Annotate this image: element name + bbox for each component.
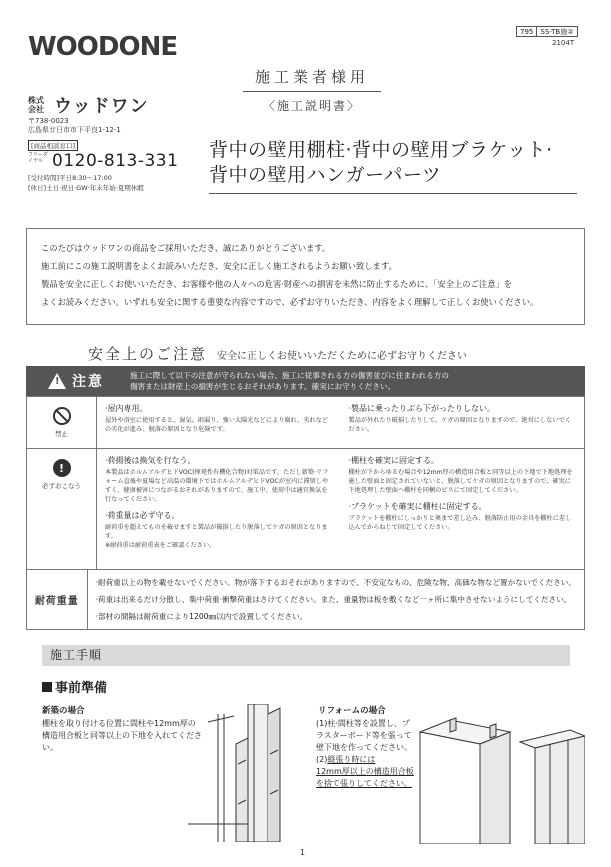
free-dial-icon: フリーダイヤル	[28, 152, 48, 164]
company-name	[28, 92, 149, 118]
document-code	[516, 26, 578, 37]
square-bullet-icon	[42, 682, 52, 692]
phone-number: 0120-813-331	[52, 151, 179, 171]
safety-table	[26, 396, 585, 630]
manual-label: 〈施工説明書〉	[262, 99, 361, 113]
business-hours: [受付時間]平日8:30～17:00 [休日]土日·祝日·GW·年末年始·夏期休暇	[28, 174, 144, 192]
exclamation-icon: !	[53, 459, 71, 477]
intro-box: このたびはウッドワンの商品をご採用いただき、誠にありがとうございます。 施工前にこの施工説明書をよくお読みいただき、安全に正しく施工されるようお願い致します。 製品を安全に正しくお使いいただき、お客様や他の人々への危害·財産への損害を未然に防止するために、「安全上のご注意」を よくお読みください。いずれも安全に関する重要な内容ですので、必ずお守りいただき、内容をよく理解して正しくお使いください。	[26, 228, 585, 325]
must-row: ! 必ずおこなう ·荷揚後は換気を行なう。 本製品はホルムアルデヒドVOC(揮発性有機化合物)対策品です。ただし新築·リフォーム直後や夏場など高温の環境下ではホルムアルデヒドVOCが室内に滞留しやすく、健康被害につながるおそれがありますので、施工中、使用中は適宜換気を行なってください。 ·荷重量は必ず守る。 耐荷重を超えてものを載せますと製品が破損したり脱落してケガの原因となります。 ※耐荷重は耐荷重表をご確認ください。 ·棚柱を確実に固定する。 棚柱が下からゆるむ場合や12mm厚の構造用合板と同等以上の下地で下地処理を施した壁面と固定されていないと、脱落してケガの原因となりますので、確実に下地処理した壁面へ棚柱を同梱のビスにて固定してください。 ·ブラケットを確実に棚柱に固定する。 ブラケットを棚柱にしっかりと奥まで差し込み、脱落防止用の金具を棚柱に差し込んでからねじで固定してください。	[27, 448, 584, 569]
procedure-heading: 施工手順	[42, 645, 570, 666]
list-item: ·耐荷重以上の物を載せないでください。物が落下するおそれがありますので、不安定なもの、危険な物、高価な物など置かないでください。	[95, 578, 576, 587]
caution-bar	[26, 366, 585, 396]
load-row	[27, 569, 584, 629]
revision-code: 2104T	[552, 39, 575, 47]
caution-label: ! 注意	[26, 371, 126, 391]
page-number: 1	[300, 848, 306, 857]
title-divider	[209, 193, 577, 194]
woodone-logo: WOODONE	[28, 32, 178, 62]
new-construction-illustration	[188, 704, 306, 842]
company-prefix: 株式 会社	[28, 96, 44, 114]
list-item: ·屋内専用。 屋外や浴室に使用すると、湿気、雨漏り、強い太陽光などにより腐れ、劣れなどの劣化が進み、脱落の原因となり危険です。	[105, 404, 329, 433]
warning-triangle-icon	[48, 373, 66, 389]
safety-heading: 安全上のご注意 安全に正しくお使いいただくために必ずお守りください	[88, 345, 468, 363]
for-installer-label: 施工業者様用	[243, 66, 381, 92]
company-address: 〒738-0023 広島県廿日市市下平良1-12-1	[28, 117, 121, 134]
load-label: 耐荷重量	[27, 570, 88, 629]
reform-heading: リフォームの場合	[318, 706, 386, 716]
consultation-window-label: [商品相談窓口]	[28, 140, 78, 151]
prohibit-row: 禁止 ·屋内専用。 屋外や浴室に使用すると、湿気、雨漏り、強い太陽光などにより腐れ、劣れなどの劣化が進み、脱落の原因となり危険です。 ·製品に乗ったりぶら下がったりしない。 製品が外れたり破損したりして、ケガの原因となりますので、絶対にしないでください。	[27, 396, 584, 448]
caution-text: 施工に際して以下の注意が守られない場合、施工に従事される方の傷害並びに住まわれる方の 傷害または財産上の損害が生じるおそれがあります。確実にお守りください。	[130, 371, 449, 391]
company-name-text: ウッドワン	[54, 96, 149, 117]
reform-text: (1)柱·間柱等を設置し、プラスターボード等を張って壁下地を作ってください。 (2)縦張り時には 12mm厚以上の構造用合板を捨て張りしてください。	[316, 719, 414, 788]
list-item: ·棚柱を確実に固定する。 棚柱が下からゆるむ場合や12mm厚の構造用合板と同等以上の下地で下地処理を施した壁面と固定されていないと、脱落してケガの原因となりますので、確実に下地処理した壁面へ棚柱を同梱のビスにて固定してください。	[348, 456, 573, 494]
new-construction-text: 棚柱を取り付ける位置に間柱や12mm厚の構造用合板と同等以上の下地を入れてください。	[42, 719, 202, 752]
new-construction-heading: 新築の場合	[42, 706, 85, 716]
document-title: 背中の壁用棚柱·背中の壁用ブラケット· 背中の壁用ハンガーパーツ	[209, 139, 553, 186]
list-item: ·製品に乗ったりぶら下がったりしない。 製品が外れたり破損したりして、ケガの原因となりますので、絶対にしないでください。	[348, 404, 571, 433]
code-series: SS-TB施②	[537, 26, 577, 37]
code-number: 795	[516, 26, 537, 37]
reform-illustration	[410, 712, 585, 844]
preparation-heading: 事前準備	[42, 677, 107, 696]
list-item: ·荷揚後は換気を行なう。 本製品はホルムアルデヒドVOC(揮発性有機化合物)対策品です。ただし新築·リフォーム直後や夏場など高温の環境下ではホルムアルデヒドVOCが室内に滞留しやすく、健康被害につながるおそれがありますので、施工中、使用中は適宜換気を行なってください。	[105, 456, 329, 503]
list-item: ·荷重量は必ず守る。 耐荷重を超えてものを載せますと製品が破損したり脱落してケガの原因となります。 ※耐荷重は耐荷重表をご確認ください。	[105, 511, 328, 549]
list-item: ·荷重は出来るだけ分散し、集中荷重·衝撃荷重はさけてください。また、重量物は板を敷くなど一ヶ所に集中させないようにしてください。	[95, 595, 572, 604]
list-item: ·ブラケットを確実に棚柱に固定する。 ブラケットを棚柱にしっかりと奥まで差し込み、脱落防止用の金具を棚柱に差し込んでからねじで固定してください。	[348, 502, 572, 531]
list-item: ·部材の間隔は耐荷重により1200㎜以内で設置してください。	[95, 612, 308, 621]
prohibit-icon	[53, 407, 71, 425]
